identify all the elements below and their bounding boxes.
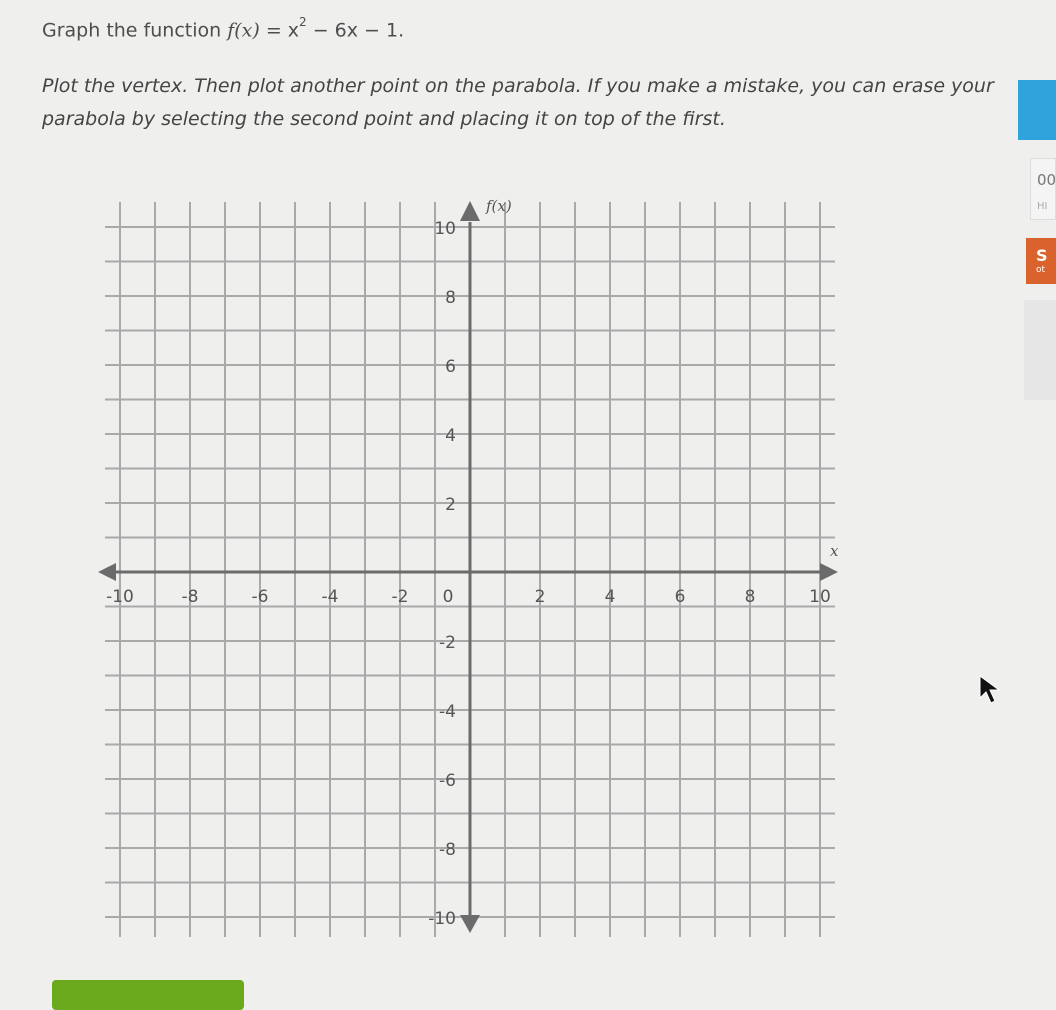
y-tick-label: -4 [439,702,456,722]
axes [98,201,838,933]
y-tick-label: 4 [445,426,456,446]
y-tick-label: -10 [428,909,456,929]
y-tick-label: 2 [445,495,456,515]
y-tick-label: -2 [439,633,456,653]
y-axis-label: f(x) [486,197,512,215]
y-tick-label: -6 [439,771,456,791]
y-axis-down-arrow-icon [460,915,480,933]
x-axis-right-arrow-icon [820,563,838,581]
x-tick-label: 8 [744,587,756,607]
y-axis-up-arrow-icon [460,201,480,221]
function-rest: − 6x − 1. [306,19,405,42]
x-tick-label: 0 [442,587,454,607]
tick-labels [106,197,839,929]
x-tick-label: -4 [321,587,339,607]
side-orange-sub: ot [1036,265,1046,275]
title-prefix: Graph the function [42,19,228,42]
side-orange-text: S [1036,246,1048,265]
y-tick-label: 6 [445,357,456,377]
y-tick-label: 10 [434,219,456,239]
x-tick-label: -8 [181,587,199,607]
side-box-sub: HI [1037,201,1048,212]
x-axis-label: x [830,542,839,560]
y-tick-label: -8 [439,840,456,860]
x-tick-label: -6 [251,587,269,607]
x-tick-label: 2 [534,587,546,607]
x-tick-label: 4 [604,587,616,607]
function-equals: = x [259,19,300,42]
x-axis-left-arrow-icon [98,563,116,581]
mouse-cursor-icon [978,674,1004,706]
x-tick-label: 10 [809,587,831,607]
x-tick-label: -10 [106,587,134,607]
instructions: Plot the vertex. Then plot another point on the parabola. If you make a mistake, you can erase your parabola by selecting the second point and placing it on top of the first. [42,75,994,130]
x-tick-label: 6 [674,587,686,607]
function-name: f(x) [227,19,260,42]
check-button[interactable] [52,980,244,1010]
side-box-text: 00 [1037,171,1056,189]
function-exponent: 2 [299,15,307,29]
y-tick-label: 8 [445,288,456,308]
x-tick-label: -2 [391,587,409,607]
